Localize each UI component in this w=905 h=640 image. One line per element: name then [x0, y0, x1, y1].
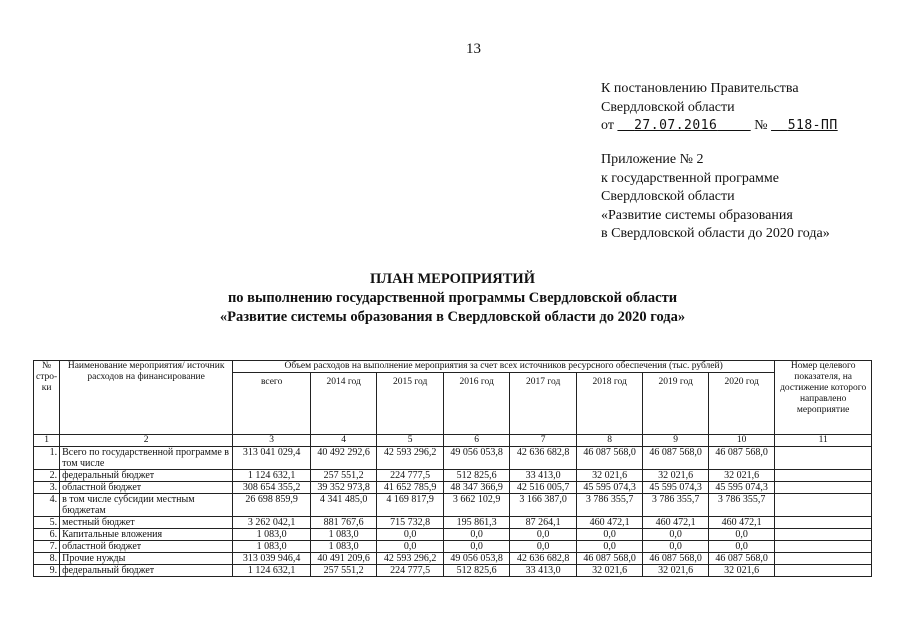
- row-target: [775, 517, 872, 529]
- header-row-number: № стро-ки: [34, 361, 60, 435]
- row-value: 0,0: [643, 529, 709, 541]
- row-target: [775, 541, 872, 553]
- row-value: 0,0: [510, 529, 577, 541]
- row-number: 1.: [34, 447, 60, 470]
- row-value: 26 698 859,9: [233, 494, 311, 517]
- row-value: 3 662 102,9: [444, 494, 510, 517]
- row-value: 3 786 355,7: [577, 494, 643, 517]
- row-value: 41 652 785,9: [377, 482, 444, 494]
- decree-reference: [601, 80, 838, 136]
- row-target: [775, 565, 872, 577]
- row-value: 87 264,1: [510, 517, 577, 529]
- row-value: 512 825,6: [444, 470, 510, 482]
- row-name: в том числе субсидии местным бюджетам: [60, 494, 233, 517]
- column-index: 8: [577, 435, 643, 447]
- column-index: 1: [34, 435, 60, 447]
- row-number: 7.: [34, 541, 60, 553]
- row-value: 42 516 005,7: [510, 482, 577, 494]
- row-value: 40 491 209,6: [311, 553, 377, 565]
- decree-date-line: [601, 117, 838, 136]
- row-value: 42 636 682,8: [510, 447, 577, 470]
- row-target: [775, 553, 872, 565]
- row-number: 4.: [34, 494, 60, 517]
- header-year: 2015 год: [377, 373, 444, 435]
- row-value: 3 166 387,0: [510, 494, 577, 517]
- decree-number: 518-ПП: [787, 118, 838, 133]
- row-number: 9.: [34, 565, 60, 577]
- annex-line-4: «Развитие системы образования: [601, 207, 793, 223]
- row-number: 8.: [34, 553, 60, 565]
- row-value: 0,0: [510, 541, 577, 553]
- column-index-row: [34, 435, 872, 447]
- decree-line-2: Свердловской области: [601, 99, 735, 115]
- row-name: федеральный бюджет: [60, 565, 233, 577]
- column-index: 7: [510, 435, 577, 447]
- row-name: Всего по государственной программе в том числе: [60, 447, 233, 470]
- row-value: 1 124 632,1: [233, 470, 311, 482]
- row-value: 32 021,6: [709, 470, 775, 482]
- row-value: 3 786 355,7: [643, 494, 709, 517]
- decree-date: 27.07.2016: [634, 118, 718, 133]
- annex-reference: [601, 151, 830, 244]
- row-value: 32 021,6: [709, 565, 775, 577]
- row-value: 39 352 973,8: [311, 482, 377, 494]
- row-value: 313 039 946,4: [233, 553, 311, 565]
- row-value: 460 472,1: [643, 517, 709, 529]
- row-name: областной бюджет: [60, 482, 233, 494]
- title-line-2: по выполнению государственной программы Свердловской области: [227, 290, 678, 306]
- row-name: областной бюджет: [60, 541, 233, 553]
- row-number: 5.: [34, 517, 60, 529]
- row-value: 32 021,6: [643, 470, 709, 482]
- table-row: [34, 470, 872, 482]
- document-title: [0, 270, 905, 327]
- header-target: Номер целевого показателя, на достижение которого направлено мероприятие: [775, 361, 872, 435]
- row-number: 2.: [34, 470, 60, 482]
- row-value: 42 593 296,2: [377, 553, 444, 565]
- row-value: 32 021,6: [577, 565, 643, 577]
- annex-line-2: к государственной программе: [601, 170, 779, 186]
- row-value: 257 551,2: [311, 565, 377, 577]
- column-index: 2: [60, 435, 233, 447]
- row-value: 45 595 074,3: [709, 482, 775, 494]
- annex-line-1: Приложение № 2: [601, 152, 704, 167]
- row-target: [775, 447, 872, 470]
- plan-table: [33, 360, 872, 577]
- row-value: 0,0: [577, 541, 643, 553]
- row-value: 460 472,1: [709, 517, 775, 529]
- header-name: Наименование мероприятия/ источник расходов на финансирование: [60, 361, 233, 435]
- title-line-1: ПЛАН МЕРОПРИЯТИЙ: [370, 271, 535, 287]
- table-row: [34, 447, 872, 470]
- header-year: 2017 год: [510, 373, 577, 435]
- row-value: 3 786 355,7: [709, 494, 775, 517]
- row-value: 46 087 568,0: [643, 447, 709, 470]
- row-value: 42 636 682,8: [510, 553, 577, 565]
- column-index: 5: [377, 435, 444, 447]
- row-value: 1 083,0: [311, 541, 377, 553]
- row-name: местный бюджет: [60, 517, 233, 529]
- row-value: 0,0: [377, 529, 444, 541]
- row-value: 0,0: [444, 529, 510, 541]
- row-value: 4 169 817,9: [377, 494, 444, 517]
- row-value: 40 492 292,6: [311, 447, 377, 470]
- decree-line-1: К постановлению Правительства: [601, 81, 799, 96]
- row-value: 0,0: [709, 529, 775, 541]
- row-name: Прочие нужды: [60, 553, 233, 565]
- row-value: 0,0: [577, 529, 643, 541]
- row-value: 46 087 568,0: [577, 553, 643, 565]
- row-value: 46 087 568,0: [709, 553, 775, 565]
- row-name: Капитальные вложения: [60, 529, 233, 541]
- header-year: 2019 год: [643, 373, 709, 435]
- table-row: [34, 541, 872, 553]
- row-value: 32 021,6: [643, 565, 709, 577]
- row-value: 1 124 632,1: [233, 565, 311, 577]
- row-value: 1 083,0: [311, 529, 377, 541]
- table-row: [34, 517, 872, 529]
- row-target: [775, 494, 872, 517]
- row-target: [775, 482, 872, 494]
- table-row: [34, 482, 872, 494]
- row-value: 33 413,0: [510, 470, 577, 482]
- row-value: 1 083,0: [233, 529, 311, 541]
- row-value: 0,0: [377, 541, 444, 553]
- row-number: 6.: [34, 529, 60, 541]
- table-row: [34, 553, 872, 565]
- row-value: 715 732,8: [377, 517, 444, 529]
- column-index: 11: [775, 435, 872, 447]
- column-index: 10: [709, 435, 775, 447]
- row-value: 46 087 568,0: [577, 447, 643, 470]
- decree-number-sign: №: [754, 118, 768, 133]
- column-index: 9: [643, 435, 709, 447]
- row-value: 257 551,2: [311, 470, 377, 482]
- row-value: 0,0: [709, 541, 775, 553]
- row-target: [775, 529, 872, 541]
- decree-date-prefix: от: [601, 118, 614, 133]
- row-value: 45 595 074,3: [643, 482, 709, 494]
- row-value: 48 347 366,9: [444, 482, 510, 494]
- row-target: [775, 470, 872, 482]
- row-value: 3 262 042,1: [233, 517, 311, 529]
- row-value: 1 083,0: [233, 541, 311, 553]
- header-total: всего: [233, 373, 311, 435]
- row-number: 3.: [34, 482, 60, 494]
- row-value: 313 041 029,4: [233, 447, 311, 470]
- row-value: 195 861,3: [444, 517, 510, 529]
- row-value: 460 472,1: [577, 517, 643, 529]
- row-value: 4 341 485,0: [311, 494, 377, 517]
- row-value: 46 087 568,0: [709, 447, 775, 470]
- row-value: 308 654 355,2: [233, 482, 311, 494]
- row-value: 512 825,6: [444, 565, 510, 577]
- row-value: 881 767,6: [311, 517, 377, 529]
- row-value: 49 056 053,8: [444, 447, 510, 470]
- header-year: 2020 год: [709, 373, 775, 435]
- row-value: 0,0: [643, 541, 709, 553]
- row-name: федеральный бюджет: [60, 470, 233, 482]
- annex-line-3: Свердловской области: [601, 189, 735, 204]
- row-value: 0,0: [444, 541, 510, 553]
- row-value: 46 087 568,0: [643, 553, 709, 565]
- table-row: [34, 494, 872, 517]
- column-index: 6: [444, 435, 510, 447]
- header-year: 2016 год: [444, 373, 510, 435]
- row-value: 224 777,5: [377, 470, 444, 482]
- table-row: [34, 529, 872, 541]
- row-value: 32 021,6: [577, 470, 643, 482]
- row-value: 49 056 053,8: [444, 553, 510, 565]
- row-value: 42 593 296,2: [377, 447, 444, 470]
- annex-line-5: в Свердловской области до 2020 года»: [601, 226, 830, 241]
- table-row: [34, 565, 872, 577]
- row-value: 45 595 074,3: [577, 482, 643, 494]
- title-line-3: «Развитие системы образования в Свердловской области до 2020 года»: [219, 309, 686, 325]
- header-year: 2014 год: [311, 373, 377, 435]
- header-volume: Объем расходов на выполнение мероприятия за счет всех источников ресурсного обеспечения (тыс. рублей): [233, 361, 775, 373]
- header-year: 2018 год: [577, 373, 643, 435]
- row-value: 224 777,5: [377, 565, 444, 577]
- row-value: 33 413,0: [510, 565, 577, 577]
- column-index: 4: [311, 435, 377, 447]
- column-index: 3: [233, 435, 311, 447]
- page-number: 13: [466, 41, 481, 57]
